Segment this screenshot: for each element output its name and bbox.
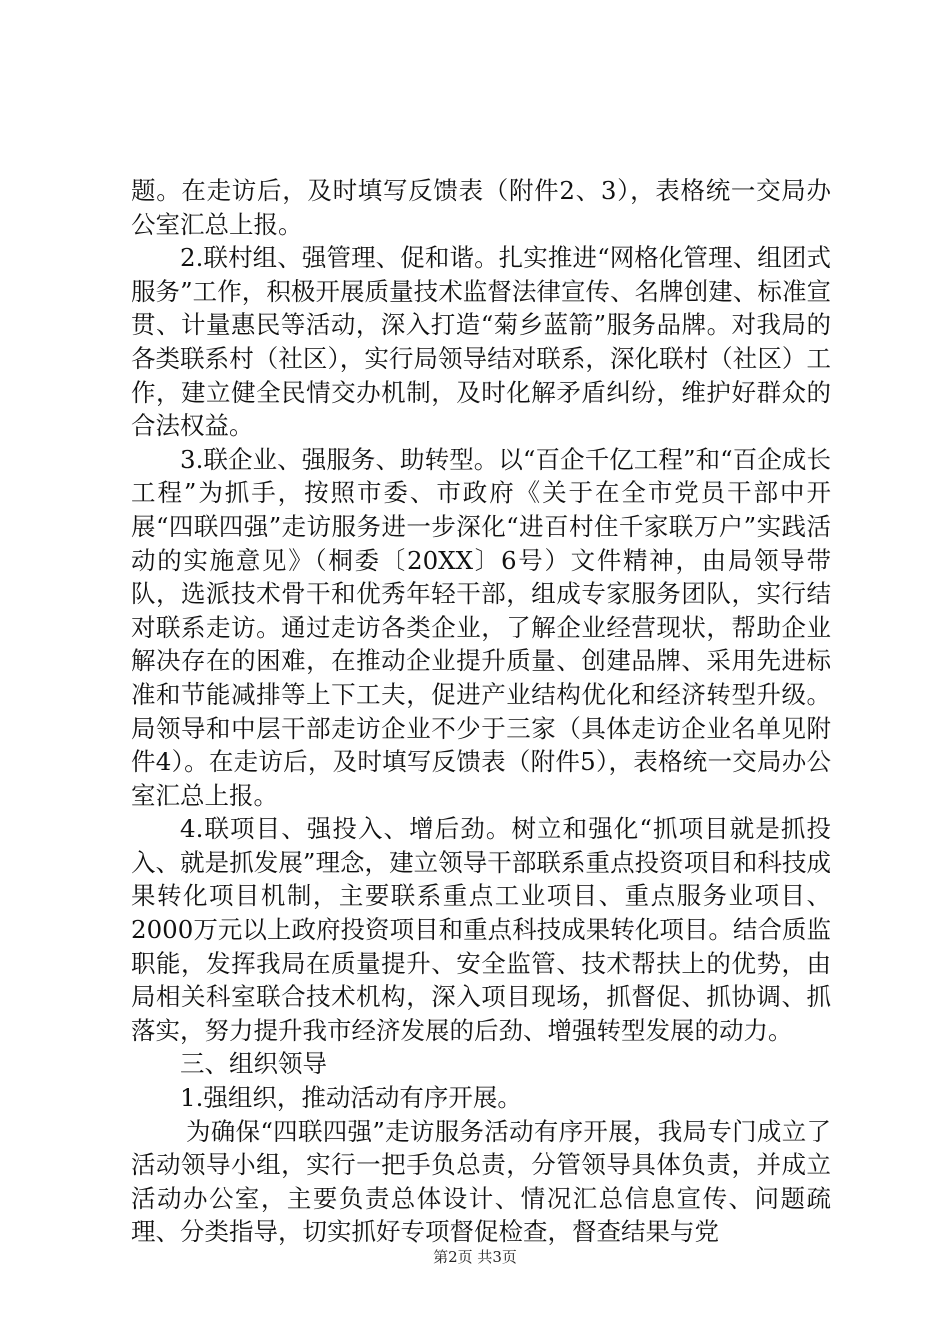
paragraph-item-3: 3.联企业、强服务、助转型。以“百企千亿工程”和“百企成长工程”为抓手，按照市委、市政府《关于在全市党员干部中开展“四联四强”走访服务进一步深化“进百村住千家联万户”实践活动的实施意见》（桐委〔20XX〕6号）文件精神，由局领导带队，选派技术骨干和优秀年轻干部，组成专家服务团队，实行结对联系走访。通过走访各类企业，了解企业经营现状，帮助企业解决存在的困难，在推动企业提升质量、创建品牌、采用先进标准和节能减排等上下工夫，促进产业结构优化和经济转型升级。局领导和中层干部走访企业不少于三家（具体走访企业名单见附件4）。在走访后，及时填写反馈表（附件5），表格统一交局办公室汇总上报。 (131, 444, 831, 810)
paragraph-continuation: 题。在走访后，及时填写反馈表（附件2、3），表格统一交局办公室汇总上报。 (131, 176, 831, 239)
page-number-label: 第2页 共3页 (433, 1248, 517, 1266)
section-heading-organization: 三、组织领导 (180, 1049, 327, 1079)
paragraph-item-2: 2.联村组、强管理、促和谐。扎实推进“网格化管理、组团式服务”工作，积极开展质量技术监督法律宣传、名牌创建、标准宣贯、计量惠民等活动，深入打造“菊乡蓝箭”服务品牌。对我局的各类联系村（社区），实行局领导结对联系，深化联村（社区）工作，建立健全民情交办机制，及时化解矛盾纠纷，维护好群众的合法权益。 (131, 243, 831, 441)
paragraph-organization-body: 为确保“四联四强”走访服务活动有序开展，我局专门成立了活动领导小组，实行一把手负总责，分管领导具体负责，并成立活动办公室，主要负责总体设计、情况汇总信息宣传、问题疏理、分类指导，切实抓好专项督促检查，督查结果与党 (131, 1116, 831, 1247)
subheading-item-1: 1.强组织，推动活动有序开展。 (180, 1083, 522, 1113)
page-footer (0, 1246, 950, 1267)
paragraph-item-4: 4.联项目、强投入、增后劲。树立和强化“抓项目就是抓投入、就是抓发展”理念，建立领导干部联系重点投资项目和科技成果转化项目机制，主要联系重点工业项目、重点服务业项目、2000万元以上政府投资项目和重点科技成果转化项目。结合质监职能，发挥我局在质量提升、安全监管、技术帮扶上的优势，由局相关科室联合技术机构，深入项目现场，抓督促、抓协调、抓落实，努力提升我市经济发展的后劲、增强转型发展的动力。 (131, 814, 831, 1045)
document-body (131, 174, 831, 1249)
